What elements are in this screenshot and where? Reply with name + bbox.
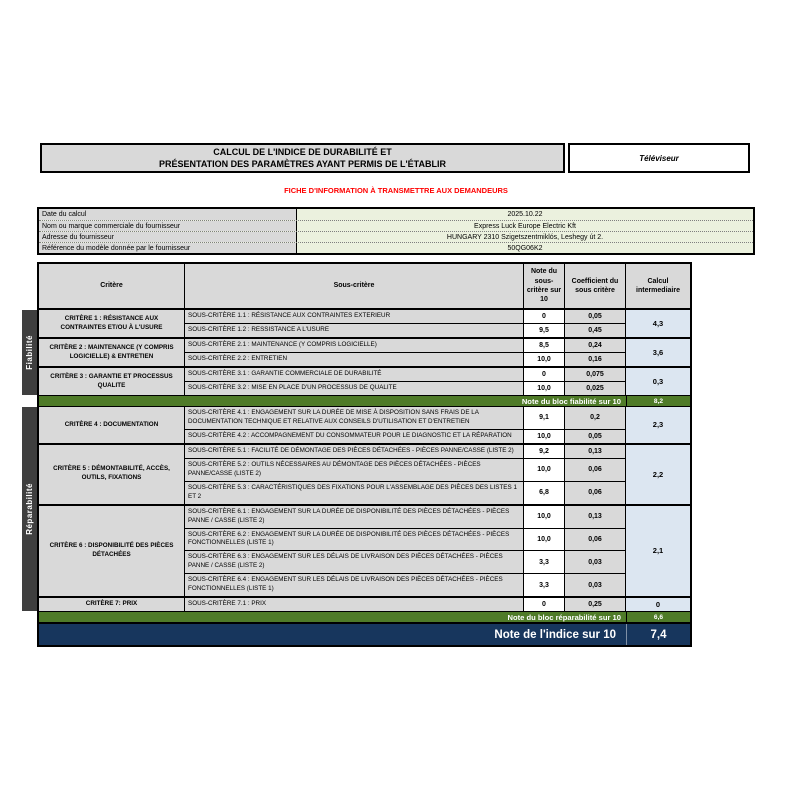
critere-label: CRITÈRE 2 : MAINTENANCE (Y COMPRIS LOGICIELLE) & ENTRETIEN (39, 339, 185, 366)
title-box (40, 143, 565, 173)
info-row-value: Express Luck Europe Electric Kft (474, 222, 576, 230)
note-value: 10,0 (524, 529, 565, 551)
criterion-block (39, 596, 690, 611)
coefficient-value: 0,13 (565, 445, 626, 458)
coefficient-value: 0,25 (565, 598, 626, 611)
note-value: 9,2 (524, 445, 565, 458)
subcriterion-row (185, 573, 626, 596)
info-row-value: 50QG06K2 (507, 244, 543, 252)
coefficient-value: 0,06 (565, 529, 626, 551)
section-strip-réparabilité (22, 407, 37, 611)
subcriterion-row (185, 458, 626, 481)
coefficient-value: 0,075 (565, 368, 626, 381)
coefficient-value: 0,03 (565, 574, 626, 596)
title-line2: PRÉSENTATION DES PARAMÈTRES AYANT PERMIS DE L'ÉTABLIR (158, 159, 446, 169)
subcriterion-label: SOUS-CRITÈRE 2.2 : ENTRETIEN (185, 353, 524, 366)
note-value: 10,0 (524, 353, 565, 366)
subcriterion-row (185, 368, 626, 381)
coefficient-value: 0,06 (565, 482, 626, 504)
info-row-label: Date du calcul (39, 209, 297, 220)
critere-label: CRITÈRE 1 : RÉSISTANCE AUX CONTRAINTES ET/OU À L'USURE (39, 310, 185, 337)
subcriterion-label: SOUS-CRITÈRE 6.2 : ENGAGEMENT SUR LA DURÉE DE DISPONIBILITÉ DES PIÈCES DÉTACHÉES - PIÈCES FONCTIONNELLES (LISTE 1) (185, 529, 524, 551)
info-row-label: Référence du modèle donnée par le fournisseur (39, 243, 297, 253)
critere-label: CRITÈRE 7: PRIX (39, 598, 185, 611)
subcriteria-rows (185, 407, 626, 443)
coefficient-value: 0,03 (565, 551, 626, 573)
index-total-label: Note de l'indice sur 10 (494, 628, 616, 641)
criteria-table-area (22, 262, 694, 647)
section-blocks-reparabilite (39, 407, 690, 611)
block-note-label: Note du bloc réparabilité sur 10 (39, 612, 627, 622)
subcriteria-rows (185, 310, 626, 337)
subcriterion-row (185, 598, 626, 611)
critere-label: CRITÈRE 3 : GARANTIE ET PROCESSUS QUALITE (39, 368, 185, 395)
criterion-block (39, 443, 690, 504)
info-row (39, 209, 753, 220)
note-value: 8,5 (524, 339, 565, 352)
table-header-row (39, 264, 690, 310)
info-row-label: Nom ou marque commerciale du fournisseur (39, 221, 297, 231)
subcriterion-label: SOUS-CRITÈRE 5.2 : OUTILS NÉCESSAIRES AU DÉMONTAGE DES PIÈCES DÉTACHÉES - PIÈCES PANNE/CASSE (LISTE 2) (185, 459, 524, 481)
block-note-value: 6,6 (653, 613, 664, 621)
block-note-row (39, 611, 690, 623)
block-note-label: Note du bloc fiabilité sur 10 (39, 396, 627, 406)
note-value: 9,5 (524, 324, 565, 337)
section-strip-label: Réparabilité (25, 483, 34, 535)
subcriterion-row (185, 445, 626, 458)
calc-intermediaire-value: 2,1 (626, 506, 690, 597)
subcriterion-row (185, 429, 626, 443)
calc-intermediaire-value: 2,2 (626, 445, 690, 504)
subcriterion-label: SOUS-CRITÈRE 7.1 : PRIX (185, 598, 524, 611)
product-box (568, 143, 750, 173)
section-strip-label: Fiabilité (25, 335, 34, 370)
subcriterion-row (185, 323, 626, 337)
subcriterion-label: SOUS-CRITÈRE 5.1 : FACILITÉ DE DÉMONTAGE DES PIÈCES DÉTACHÉES - PIÈCES PANNE/CASSE (LISTE 2) (185, 445, 524, 458)
coefficient-value: 0,05 (565, 310, 626, 323)
info-row (39, 242, 753, 253)
note-value: 10,0 (524, 430, 565, 443)
header-note: Note du sous-critère sur 10 (524, 264, 565, 308)
subcriterion-row (185, 550, 626, 573)
criterion-block (39, 337, 690, 366)
note-value: 0 (524, 310, 565, 323)
header-sous-critere: Sous-critère (185, 264, 524, 308)
note-value: 10,0 (524, 382, 565, 395)
info-row-value: 2025.10.22 (507, 211, 543, 218)
block-note-value: 8,2 (653, 397, 664, 405)
subcriterion-label: SOUS-CRITÈRE 2.1 : MAINTENANCE (Y COMPRIS LOGICIELLE) (185, 339, 524, 352)
subcriterion-label: SOUS-CRITÈRE 6.4 : ENGAGEMENT SUR LES DÉLAIS DE LIVRAISON DES PIÈCES DÉTACHÉES - PIÈCES FONCTIONNELLES (LISTE 1) (185, 574, 524, 596)
calc-intermediaire-value: 4,3 (626, 310, 690, 337)
notice-text: FICHE D'INFORMATION À TRANSMETTRE AUX DEMANDEURS (284, 186, 508, 195)
note-value: 10,0 (524, 506, 565, 528)
product-label: Téléviseur (639, 153, 679, 163)
subcriterion-label: SOUS-CRITÈRE 6.1 : ENGAGEMENT SUR LA DURÉE DE DISPONIBILITÉ DES PIÈCES DÉTACHÉES - PIÈCES PANNE / CASSE (LISTE 2) (185, 506, 524, 528)
coefficient-value: 0,06 (565, 459, 626, 481)
table-body (39, 310, 690, 623)
subcriterion-row (185, 339, 626, 352)
note-value: 3,3 (524, 551, 565, 573)
criterion-block (39, 366, 690, 395)
note-value: 0 (524, 598, 565, 611)
note-value: 10,0 (524, 459, 565, 481)
note-value: 6,8 (524, 482, 565, 504)
supplier-info-table (37, 207, 755, 255)
subcriteria-rows (185, 368, 626, 395)
subcriteria-rows (185, 598, 626, 611)
subcriterion-row (185, 310, 626, 323)
coefficient-value: 0,45 (565, 324, 626, 337)
critere-label: CRITÈRE 5 : DÉMONTABILITÉ, ACCÈS, OUTILS, FIXATIONS (39, 445, 185, 504)
subcriteria-rows (185, 506, 626, 597)
criterion-block (39, 407, 690, 443)
subcriterion-label: SOUS-CRITÈRE 3.2 : MISE EN PLACE D'UN PROCESSUS DE QUALITE (185, 382, 524, 395)
section-blocks-fiabilite (39, 310, 690, 395)
calc-intermediaire-value: 0 (626, 598, 690, 611)
info-row (39, 220, 753, 231)
coefficient-value: 0,24 (565, 339, 626, 352)
header-critere: Critère (39, 264, 185, 308)
info-row-value: HUNGARY 2310 Szigetszentmiklós, Leshegy út 2. (446, 233, 604, 241)
note-value: 0 (524, 368, 565, 381)
header-coefficient: Coefficient du sous critère (565, 264, 626, 308)
subcriterion-label: SOUS-CRITÈRE 1.1 : RÉSISTANCE AUX CONTRAINTES EXTERIEUR (185, 310, 524, 323)
note-value: 3,3 (524, 574, 565, 596)
coefficient-value: 0,05 (565, 430, 626, 443)
header-calcul: Calcul intermediaire (636, 277, 680, 294)
subcriterion-row (185, 506, 626, 528)
subcriterion-row (185, 352, 626, 366)
coefficient-value: 0,025 (565, 382, 626, 395)
subcriterion-label: SOUS-CRITÈRE 4.2 : ACCOMPAGNEMENT DU CONSOMMATEUR POUR LE DIAGNOSTIC ET LA RÉPARATION (185, 430, 524, 443)
title-line1: CALCUL DE L'INDICE DE DURABILITÉ ET (213, 146, 392, 157)
critere-label: CRITÈRE 4 : DOCUMENTATION (39, 407, 185, 443)
coefficient-value: 0,13 (565, 506, 626, 528)
subcriterion-label: SOUS-CRITÈRE 1.2 : RESSISTANCE A L'USURE (185, 324, 524, 337)
subcriterion-row (185, 407, 626, 429)
subcriterion-row (185, 381, 626, 395)
subcriterion-row (185, 481, 626, 504)
subcriterion-label: SOUS-CRITÈRE 5.3 : CARACTÉRISTIQUES DES FIXATIONS POUR L'ASSEMBLAGE DES PIÈCES DES LISTES 1 ET 2 (185, 482, 524, 504)
subcriteria-rows (185, 445, 626, 504)
index-total-row (39, 623, 690, 645)
index-total-value: 7,4 (626, 624, 690, 645)
critere-label: CRITÈRE 6 : DISPONIBILITÉ DES PIÈCES DÉTACHÉES (39, 506, 185, 597)
coefficient-value: 0,16 (565, 353, 626, 366)
coefficient-value: 0,2 (565, 407, 626, 429)
subcriterion-label: SOUS-CRITÈRE 4.1 : ENGAGEMENT SUR LA DURÉE DE MISE À DISPOSITION SANS FRAIS DE LA DOCUMENTATION TECHNIQUE ET RELATIVE AUX CONSEILS D'UTILISATION ET D'ENTRETIEN (185, 407, 524, 429)
info-row (39, 231, 753, 242)
section-strip-fiabilité (22, 310, 37, 395)
criteria-table (37, 262, 692, 647)
subcriterion-label: SOUS-CRITÈRE 3.1 : GARANTIE COMMERCIALE DE DURABILITÉ (185, 368, 524, 381)
criterion-block (39, 504, 690, 597)
note-value: 9,1 (524, 407, 565, 429)
info-row-label: Adresse du fournisseur (39, 232, 297, 242)
calc-intermediaire-value: 3,6 (626, 339, 690, 366)
calc-intermediaire-value: 0,3 (626, 368, 690, 395)
subcriterion-label: SOUS-CRITÈRE 6.3 : ENGAGEMENT SUR LES DÉLAIS DE LIVRAISON DES PIÈCES DÉTACHÉES - PIÈCES PANNE / CASSE (LISTE 2) (185, 551, 524, 573)
block-note-row (39, 395, 690, 407)
subcriterion-row (185, 528, 626, 551)
subcriteria-rows (185, 339, 626, 366)
calc-intermediaire-value: 2,3 (626, 407, 690, 443)
criterion-block (39, 310, 690, 337)
